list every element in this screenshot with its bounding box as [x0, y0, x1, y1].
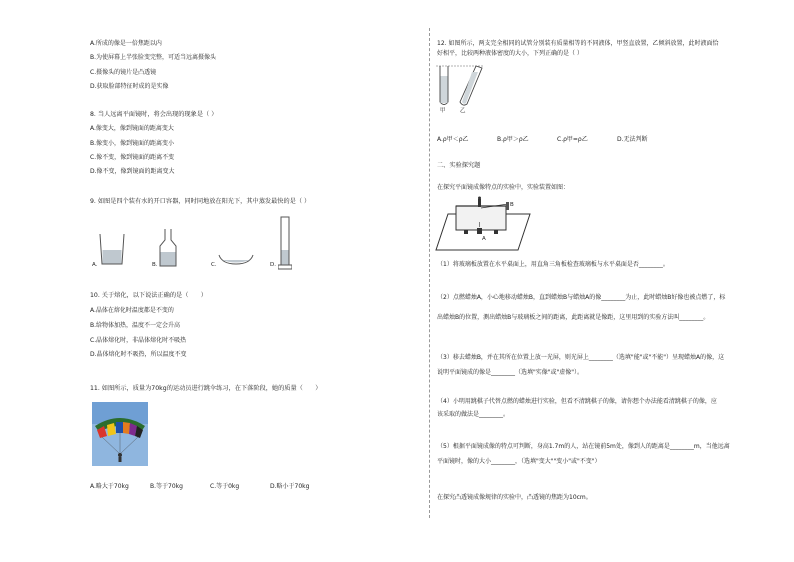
column-divider	[429, 28, 430, 518]
exp1-q1: （1）将玻璃板放置在水平桌面上，用直角三角板检查玻璃板与水平桌面是否________。	[437, 261, 669, 268]
dish-figure	[218, 252, 254, 271]
q11-option-d: D.略小于70kg	[270, 483, 310, 490]
q7-option-d: D.获取脸部特征时成的是实像	[90, 83, 169, 90]
q7-option-b: B.为使屏幕上半张脸变完整，可适当远离摄像头	[90, 54, 217, 61]
q9-label-a: A.	[92, 262, 98, 268]
q10-stem: 10. 关于熔化，以下说法正确的是（ ）	[90, 292, 207, 299]
q10-option-b: B.给物体加热，温度不一定会升高	[90, 322, 181, 329]
q11-option-b: B.等于70kg	[150, 483, 183, 490]
beaker-figure	[98, 232, 126, 270]
exp1-q5-line1: （5）根据平面镜成像的特点可判断，身高1.7m的人，站在镜前5m处，像到人的距离是________m，当他远离	[437, 443, 730, 450]
q12-option-a: A.ρ甲＜ρ乙	[437, 136, 469, 143]
q10-option-a: A.晶体在熔化时温度都是不变的	[90, 307, 174, 314]
q8-option-a: A.像变大，像到镜面的距离变大	[90, 125, 174, 132]
tube-label-yi: 乙	[460, 108, 466, 114]
q10-option-c: C.晶体熔化时，非晶体熔化时不吸热	[90, 337, 187, 344]
q9-label-b: B.	[152, 262, 158, 268]
cylinder-figure	[278, 216, 292, 274]
tube-label-jia: 甲	[440, 108, 446, 114]
q7-option-c: C.摄像头的镜片是凸透镜	[90, 69, 157, 76]
exp1-q2-line1: （2）点燃蜡烛A，小心地移动蜡烛B，直到蜡烛B与蜡烛A的像________为止，此时蜡烛B好像也被点燃了，标	[437, 294, 726, 301]
q12-option-d: D.无法判断	[617, 136, 648, 143]
exp1-q3-line1: （3）移去蜡烛B，并在其所在位置上放一光屏，则光屏上________（选填"能"或"不能"）呈现蜡烛A的像，这	[437, 354, 725, 361]
q7-option-a: A.所成的像是一倍焦距以内	[90, 40, 162, 47]
q12-stem-line2: 好相平，比较两种液体密度的大小，下列正确的是（ ）	[437, 50, 583, 57]
exp1-q4-line1: （4）小明用跳棋子代替点燃的蜡烛进行实验，但看不清跳棋子的像，请你想个办法能看清跳棋子的像，应	[437, 398, 717, 405]
q10-option-d: D.晶体熔化时不吸热，所以温度不变	[90, 351, 187, 358]
parachute-photo	[92, 402, 148, 470]
fig-label-b: B	[510, 202, 514, 208]
q11-option-c: C.等于0kg	[210, 483, 240, 490]
q12-stem-line1: 12. 如图所示，两支完全相同的试管分别装有质量相等的不同液体，甲竖直放置，乙倾斜放置，此时液面恰	[437, 40, 719, 47]
q12-option-b: B.ρ甲＞ρ乙	[497, 136, 529, 143]
exp1-q5-line2: 平面镜时，像的大小________，（选填"变大""变小"或"不变"）	[437, 458, 601, 465]
exp1-q3-line2: 说明平面镜成的像是________（选填"实像"或"虚像"）。	[437, 369, 584, 376]
flask-figure	[158, 228, 178, 272]
q8-stem: 8. 当人远离平面镜时，将会出现的现象是（ ）	[90, 111, 218, 118]
section-title: 二、实验探究题	[437, 162, 481, 169]
q8-option-c: C.像不变，像到镜面的距离不变	[90, 154, 175, 161]
q9-stem: 9. 如图是四个装有水的开口容器，同时同地放在阳光下，其中蒸发最快的是（ ）	[90, 198, 311, 205]
q11-stem: 11. 如图所示，质量为70kg的运动员进行跳伞练习，在下落阶段，她的质量（ ）	[90, 385, 322, 392]
exp1-intro: 在探究平面镜成像特点的实验中，实验装置如图：	[437, 184, 570, 191]
q12-option-c: C.ρ甲=ρ乙	[557, 136, 588, 143]
q8-option-d: D.像不变，像到镜面的距离变大	[90, 168, 175, 175]
fig-label-a: A	[482, 236, 486, 242]
q9-label-c: C.	[211, 262, 217, 268]
exp2-intro: 在探究凸透镜成像规律的实验中，凸透镜的焦距为10cm。	[437, 494, 592, 501]
exp1-q4-line2: 该采取的做法是________。	[437, 411, 510, 418]
q9-label-d: D.	[270, 262, 276, 268]
q8-option-b: B.像变小，像到镜面的距离变小	[90, 140, 175, 147]
q11-option-a: A.略大于70kg	[90, 483, 129, 490]
mirror-setup-figure	[434, 196, 532, 258]
exp1-q2-line2: 出蜡烛B的位置，测出蜡烛B与玻璃板之间的距离，此距离就是像距，这里用到的实验方法叫________。	[437, 314, 710, 321]
